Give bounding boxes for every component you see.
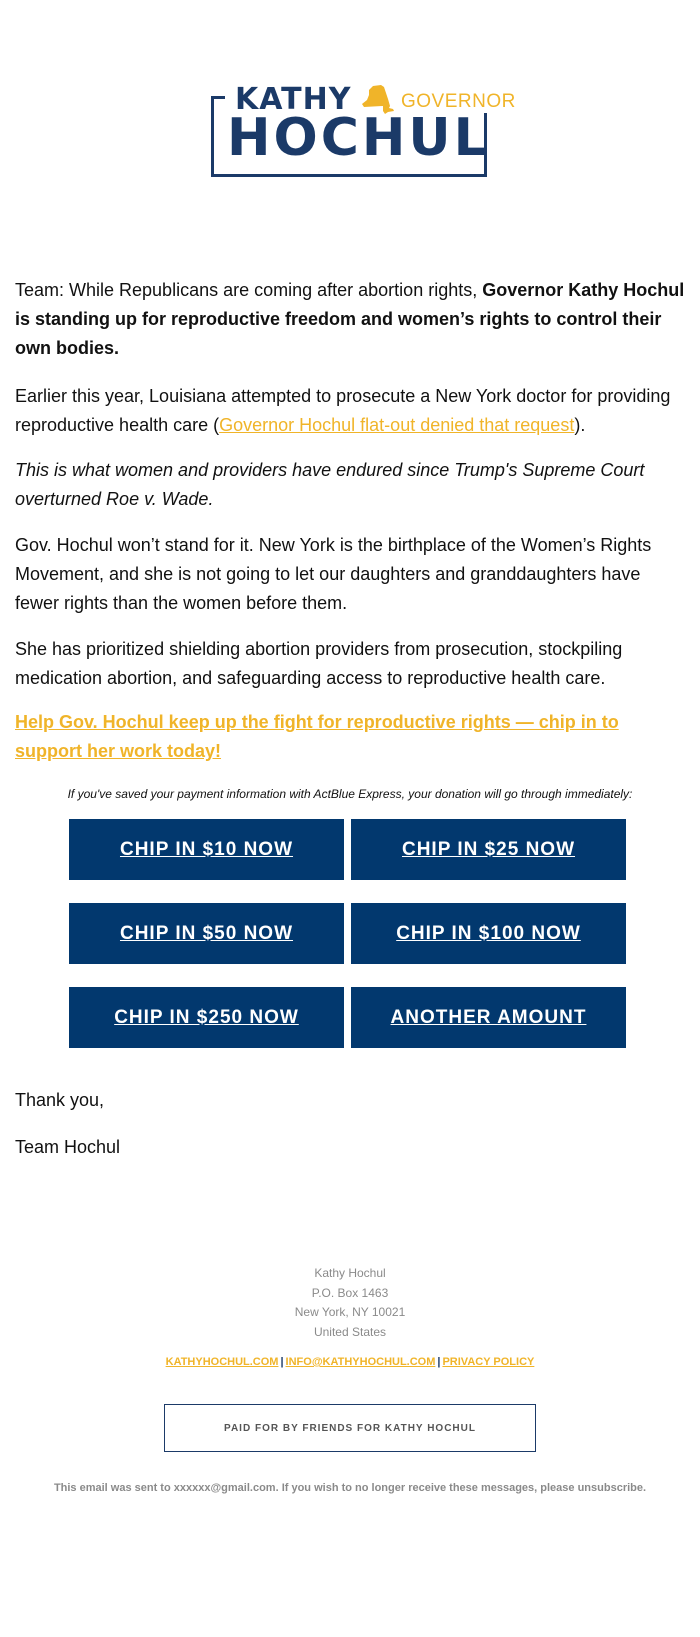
footer-address-country: United States <box>313 1324 387 1339</box>
link-separator: | <box>437 1356 441 1368</box>
chip-in-50-button[interactable]: CHIP IN $50 NOW <box>69 903 344 964</box>
footer-address <box>0 1264 700 1342</box>
link-separator: | <box>280 1356 284 1368</box>
team-signature: Team Hochul <box>15 1137 121 1157</box>
logo-first-name: KATHY <box>231 82 355 117</box>
privacy-policy-link[interactable]: PRIVACY POLICY <box>442 1356 535 1368</box>
footer-links <box>0 1356 700 1368</box>
footer-address-name: Kathy Hochul <box>314 1266 386 1280</box>
email-link[interactable]: INFO@KATHYHOCHUL.COM <box>285 1356 436 1368</box>
footer-address-city: New York, NY 10021 <box>294 1305 406 1319</box>
website-link[interactable]: KATHYHOCHUL.COM <box>165 1356 279 1368</box>
chip-in-25-button[interactable]: CHIP IN $25 NOW <box>351 819 626 880</box>
cta-paragraph <box>15 708 685 766</box>
actblue-express-note: If you've saved your payment information with ActBlue Express, your donation will go through immediately: <box>67 787 633 801</box>
intro-bold-text: Governor Kathy Hochul is standing up for reproductive freedom and women’s rights to control their own bodies. <box>15 280 685 358</box>
unsubscribe-text[interactable]: This email was sent to xxxxxx@gmail.com. If you wish to no longer receive these messages, please unsubscribe. <box>53 1482 647 1494</box>
footer-address-pobox: P.O. Box 1463 <box>311 1285 389 1300</box>
another-amount-button[interactable]: ANOTHER AMOUNT <box>351 987 626 1048</box>
intro-plain-text: Team: While Republicans are coming after abortion rights, <box>15 280 483 300</box>
denied-request-link[interactable]: Governor Hochul flat-out denied that request <box>219 415 575 435</box>
louisiana-text-after: ). <box>574 415 586 435</box>
logo-last-name: HOCHUL <box>227 108 490 168</box>
chip-in-cta-link[interactable]: Help Gov. Hochul keep up the fight for reproductive rights — chip in to support her work today! <box>15 712 619 761</box>
chip-in-250-button[interactable]: CHIP IN $250 NOW <box>69 987 344 1048</box>
priorities-paragraph: She has prioritized shielding abortion providers from prosecution, stockpiling medication abortion, and safeguarding access to reproductive health care. <box>15 639 623 688</box>
intro-paragraph <box>15 276 685 363</box>
logo-office: GOVERNOR <box>398 91 519 113</box>
roe-paragraph: This is what women and providers have endured since Trump's Supreme Court overturned Roe v. Wade. <box>15 460 645 509</box>
chip-in-100-button[interactable]: CHIP IN $100 NOW <box>351 903 626 964</box>
thank-you-text: Thank you, <box>15 1090 105 1110</box>
louisiana-text-before: Earlier this year, Louisiana attempted to prosecute a New York doctor for providing reproductive health care ( <box>15 386 671 435</box>
campaign-logo <box>211 82 516 177</box>
chip-in-10-button[interactable]: CHIP IN $10 NOW <box>69 819 344 880</box>
birthplace-paragraph: Gov. Hochul won’t stand for it. New York is the birthplace of the Women’s Rights Movement, and she is not going to let our daughters and granddaughters have fewer rights than the women before them. <box>15 535 652 613</box>
paid-for-disclaimer: PAID FOR BY FRIENDS FOR KATHY HOCHUL <box>164 1404 536 1452</box>
louisiana-paragraph <box>15 382 685 440</box>
